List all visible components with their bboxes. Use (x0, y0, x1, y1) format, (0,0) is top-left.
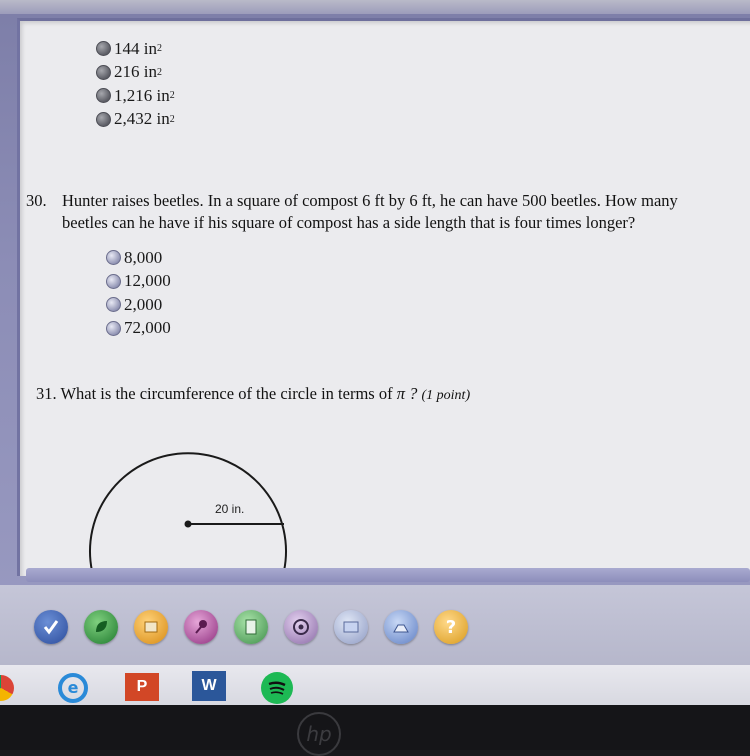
question-text-line-1: Hunter raises beetles. In a square of compost 6 ft by 6 ft, he can have 500 beetles. How many (62, 191, 678, 210)
radio-button-icon[interactable] (96, 65, 111, 80)
radio-button-icon[interactable] (106, 274, 121, 289)
option-radio-1[interactable]: 144 in 2 (96, 37, 175, 61)
option-radio-2[interactable]: 216 in 2 (96, 61, 175, 85)
circle-outline (90, 453, 286, 571)
scale-icon[interactable] (384, 610, 418, 644)
question-number: 30. (26, 191, 47, 210)
spotify-icon[interactable] (261, 672, 293, 704)
window-icon[interactable] (334, 610, 368, 644)
radio-button-icon[interactable] (106, 250, 121, 265)
pi-symbol: π ? (396, 384, 418, 403)
center-point (185, 521, 192, 528)
option-label: 12,000 (124, 271, 171, 291)
question-number: 31. (36, 384, 57, 403)
radius-label: 20 in. (215, 502, 245, 516)
powerpoint-icon[interactable]: P (125, 673, 159, 701)
radio-button-icon[interactable] (96, 41, 111, 56)
option-radio-4[interactable] (106, 317, 171, 341)
pin-icon[interactable] (184, 610, 218, 644)
check-icon[interactable] (34, 610, 68, 644)
q30-options (106, 246, 171, 340)
option-label: 216 in (114, 62, 157, 82)
chrome-icon[interactable] (0, 675, 14, 701)
option-label: 8,000 (124, 247, 163, 267)
radio-button-icon[interactable] (96, 88, 111, 103)
option-label: 2,432 in (114, 109, 170, 129)
option-label: 1,216 in (114, 85, 170, 105)
calculator-icon[interactable] (234, 610, 268, 644)
question-text-line-2: beetles can he have if his square of compost has a side length that is four times longer? (62, 213, 636, 232)
option-radio-3[interactable]: 1,216 in 2 (96, 84, 175, 108)
window-top-strip (0, 0, 750, 14)
option-label: 2,000 (124, 294, 163, 314)
prev-question-options (96, 37, 175, 131)
help-icon[interactable]: ? (434, 610, 468, 644)
word-icon[interactable]: W (192, 671, 226, 701)
taskbar (0, 665, 750, 710)
option-radio-4[interactable]: 2,432 in 2 (96, 108, 175, 132)
option-radio-3[interactable] (106, 293, 171, 317)
hp-logo: hp (297, 712, 341, 756)
option-label: 144 in (114, 38, 157, 58)
internet-explorer-icon[interactable]: e (58, 673, 88, 703)
question-30 (26, 190, 746, 238)
laptop-bezel (0, 705, 750, 750)
option-label: 72,000 (124, 318, 171, 338)
leaf-icon[interactable] (84, 610, 118, 644)
panel-bottom-bar (26, 568, 750, 582)
option-radio-2[interactable] (106, 270, 171, 294)
target-icon[interactable] (284, 610, 318, 644)
radio-button-icon[interactable] (96, 112, 111, 127)
question-text: What is the circumference of the circle in terms of (60, 384, 393, 403)
radio-button-icon[interactable] (106, 297, 121, 312)
option-radio-1[interactable] (106, 246, 171, 270)
points-label: (1 point) (421, 388, 471, 403)
question-31 (36, 383, 736, 407)
radio-button-icon[interactable] (106, 321, 121, 336)
circle-diagram (80, 431, 300, 581)
stack-icon[interactable] (134, 610, 168, 644)
assessment-toolbar (34, 610, 484, 644)
assessment-panel (17, 18, 750, 576)
